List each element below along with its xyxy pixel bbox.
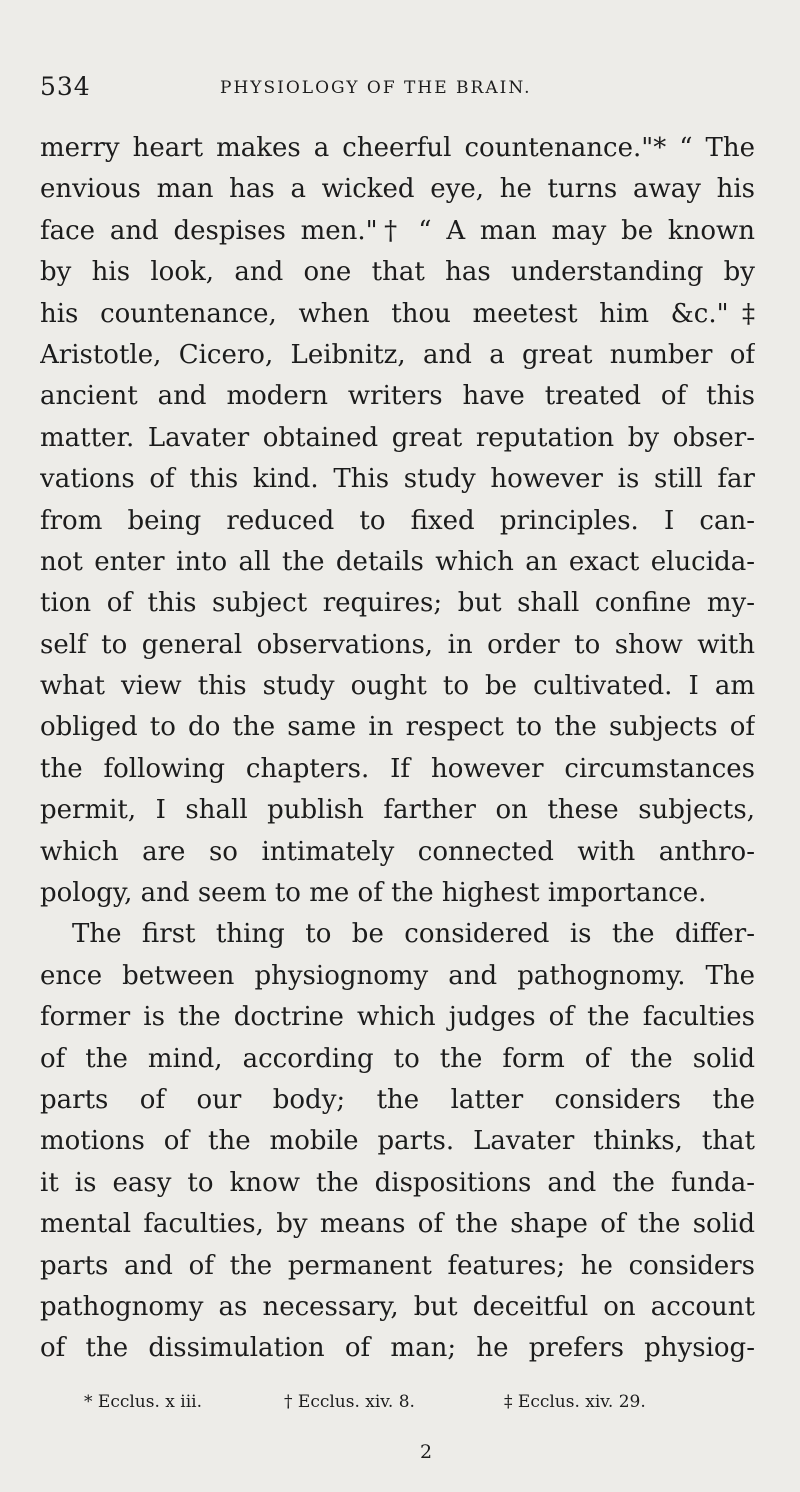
footnote: * Ecclus. x iii. [84, 1392, 202, 1412]
text-line: pology, and seem to me of the highest importance. [40, 878, 707, 909]
text-line: face and despises men."† “ A man may be known [40, 215, 755, 246]
text-line: by his look, and one that has understanding by [40, 257, 755, 288]
paragraph-start-line: The first thing to be considered is the differ- [72, 919, 755, 950]
text-line: the following chapters. If however circumstances [40, 753, 755, 784]
running-title: PHYSIOLOGY OF THE BRAIN. [220, 78, 532, 98]
page-number: 534 [40, 72, 91, 101]
text-line: from being reduced to fixed principles. I can- [40, 505, 755, 536]
text-line: pathognomy as necessary, but deceitful on account [40, 1291, 755, 1322]
text-line: tion of this subject requires; but shall confine my- [40, 588, 755, 619]
text-line: self to general observations, in order to show with [40, 629, 755, 660]
footnotes [84, 1392, 724, 1422]
text-line: parts and of the permanent features; he considers [40, 1250, 755, 1281]
text-line: what view this study ought to be cultivated. I am [40, 671, 755, 702]
body-text [40, 128, 755, 1370]
text-line: of the mind, according to the form of the solid [40, 1043, 755, 1074]
text-line: which are so intimately connected with anthro- [40, 836, 755, 867]
text-line: parts of our body; the latter considers the [40, 1084, 755, 1115]
text-line: mental faculties, by means of the shape of the solid [40, 1209, 755, 1240]
text-line: former is the doctrine which judges of the faculties [40, 1002, 755, 1033]
text-line: his countenance, when thou meetest him &c."‡ [40, 298, 755, 329]
footnote: ‡ Ecclus. xiv. 29. [504, 1392, 646, 1412]
text-line: Aristotle, Cicero, Leibnitz, and a great number of [40, 339, 755, 370]
text-line: not enter into all the details which an exact elucida- [40, 546, 755, 577]
signature-mark: 2 [420, 1441, 433, 1463]
footnote: † Ecclus. xiv. 8. [284, 1392, 415, 1412]
text-line: ence between physiognomy and pathognomy. The [40, 960, 755, 991]
text-line: ancient and modern writers have treated of this [40, 381, 755, 412]
text-line: it is easy to know the dispositions and the funda- [40, 1167, 755, 1198]
text-line: merry heart makes a cheerful countenance."* “ The [40, 133, 755, 163]
text-line: envious man has a wicked eye, he turns away his [40, 174, 755, 205]
text-line: obliged to do the same in respect to the subjects of [40, 712, 755, 743]
running-head [40, 72, 760, 106]
text-line: vations of this kind. This study however is still far [40, 464, 755, 495]
text-line: of the dissimulation of man; he prefers physiog- [40, 1333, 755, 1364]
text-line: matter. Lavater obtained great reputation by obser- [40, 422, 755, 453]
text-line: permit, I shall publish farther on these subjects, [40, 795, 755, 826]
text-line: motions of the mobile parts. Lavater thinks, that [40, 1126, 755, 1157]
